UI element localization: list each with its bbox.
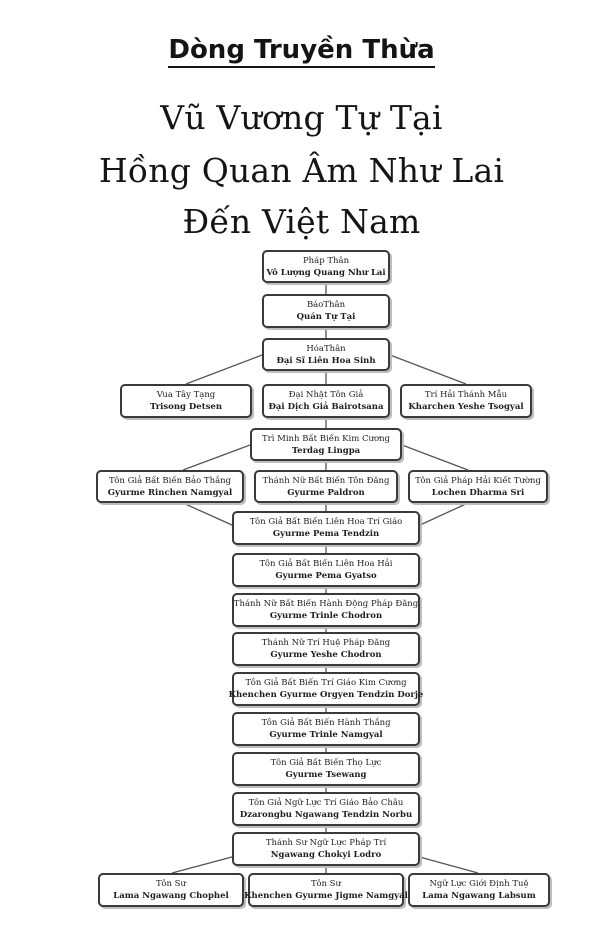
lineage-name: Gyurme Trinle Chodron (269, 611, 383, 621)
page-title: Dòng Truyền Thừa (0, 30, 603, 70)
lineage-title: Tôn Sư (156, 879, 186, 889)
lineage-box-tendzin-norbu (232, 792, 420, 826)
lineage-name: Vô Lượng Quang Như Lai (266, 267, 386, 278)
lineage-title: Thánh Nữ Bất Biến Tôn Đăng (262, 475, 390, 486)
lineage-name: Trisong Detsen (149, 402, 223, 412)
lineage-title: Tôn Giả Bất Biến Thọ Lực (270, 758, 382, 768)
lineage-name: Khenchen Gyurme Jigme Namgyal (244, 891, 408, 901)
lineage-box-chokyi-lodro (232, 832, 420, 866)
lineage-box-hoa-than (262, 338, 390, 371)
lineage-title: Tôn Giả Bất Biến Trí Giáo Kim Cương (245, 678, 407, 688)
lineage-box-trinle-namgyal (232, 712, 420, 746)
connector (390, 355, 466, 384)
lineage-name: Gyurme Rinchen Namgyal (107, 487, 233, 498)
subtitle-line-1: Vũ Vương Tự Tại (160, 98, 443, 137)
lineage-box-orgyen-tendzin-dorje (228, 672, 424, 706)
lineage-title: Trì Minh Bất Biến Kim Cương (261, 433, 390, 444)
lineage-title: Tôn Sư (311, 879, 341, 889)
lineage-title: Tôn Giả Pháp Hải Kiết Tường (415, 475, 541, 486)
connector (186, 355, 262, 384)
lineage-box-dharma-sri (408, 470, 548, 503)
lineage-name: Gyurme Yeshe Chodron (270, 650, 382, 660)
lineage-name: Terdag Lingpa (291, 445, 361, 456)
lineage-box-ngawang-chophel (98, 873, 244, 907)
lineage-box-rinchen-namgyal (96, 470, 244, 503)
lineage-name: Ngawang Chokyi Lodro (270, 850, 382, 860)
lineage-name: Gyurme Trinle Namgyal (269, 730, 383, 740)
lineage-box-trinle-chodron (232, 593, 420, 627)
lineage-name: Kharchen Yeshe Tsogyal (408, 402, 524, 412)
lineage-name: Đại Sĩ Liên Hoa Sinh (276, 355, 376, 366)
lineage-title: Thánh Nữ Trí Huệ Pháp Đăng (261, 638, 391, 648)
lineage-name: Dzarongbu Ngawang Tendzin Norbu (239, 810, 413, 820)
lineage-name: Quán Tự Tại (296, 312, 356, 322)
lineage-title: HóaThân (306, 343, 346, 354)
lineage-name: Lochen Dharma Sri (431, 487, 525, 498)
lineage-title: Tôn Giả Bất Biến Liên Hoa Trí Giáo (249, 517, 403, 527)
subtitle-line-3: Đến Việt Nam (182, 202, 421, 241)
lineage-title: Tôn Giả Bất Biến Liên Hoa Hải (259, 559, 393, 569)
lineage-title: Tôn Giả Ngữ Lực Trí Giáo Bảo Châu (248, 798, 404, 808)
lineage-title: Vua Tây Tạng (156, 390, 216, 400)
lineage-box-bairotsana (262, 384, 390, 418)
lineage-box-jigme-namgyal (244, 873, 408, 907)
connector (183, 503, 232, 525)
lineage-box-terdag-lingpa (250, 428, 402, 461)
lineage-box-phap-than (262, 250, 390, 283)
lineage-title: BáoThân (306, 300, 346, 310)
lineage-box-paldron (254, 470, 398, 503)
lineage-box-pema-gyatso (232, 553, 420, 587)
lineage-name: Gyurme Pema Gyatso (275, 571, 377, 581)
lineage-box-tsewang (232, 752, 420, 786)
lineage-name: Lama Ngawang Labsum (422, 891, 536, 901)
lineage-title: Tôn Giả Bất Biến Hành Thắng (261, 718, 391, 728)
lineage-title: Pháp Thân (302, 255, 350, 266)
lineage-box-yeshe-chodron (232, 632, 420, 666)
lineage-title: Đại Nhật Tôn Giả (288, 390, 364, 400)
lineage-name: Khenchen Gyurme Orgyen Tendzin Dorje (228, 690, 424, 700)
connector (420, 503, 468, 525)
lineage-title: Thánh Sư Ngữ Lực Pháp Trí (265, 838, 387, 848)
lineage-box-bao-than (262, 294, 390, 328)
lineage-title: Tôn Giả Bất Biến Bảo Thắng (108, 475, 232, 486)
lineage-title: Ngữ Lực Giới Định Tuệ (429, 879, 529, 889)
lineage-name: Đại Dịch Giả Bairotsana (268, 402, 384, 412)
connector (402, 445, 468, 470)
lineage-box-ngawang-labsum (408, 873, 550, 907)
subtitle-line-2: Hồng Quan Âm Như Lai (98, 151, 505, 190)
lineage-title: Trí Hải Thánh Mẫu (424, 390, 508, 400)
lineage-name: Gyurme Pema Tendzin (272, 529, 380, 539)
connector (183, 445, 250, 470)
lineage-title: Thánh Nữ Bất Biến Hành Động Pháp Đăng (233, 599, 419, 609)
lineage-box-trisong-detsen (120, 384, 252, 418)
lineage-box-yeshe-tsogyal (400, 384, 532, 418)
lineage-name: Gyurme Paldron (287, 487, 365, 498)
lineage-name: Gyurme Tsewang (285, 770, 367, 780)
lineage-box-pema-tendzin (232, 511, 420, 545)
lineage-name: Lama Ngawang Chophel (113, 891, 229, 901)
